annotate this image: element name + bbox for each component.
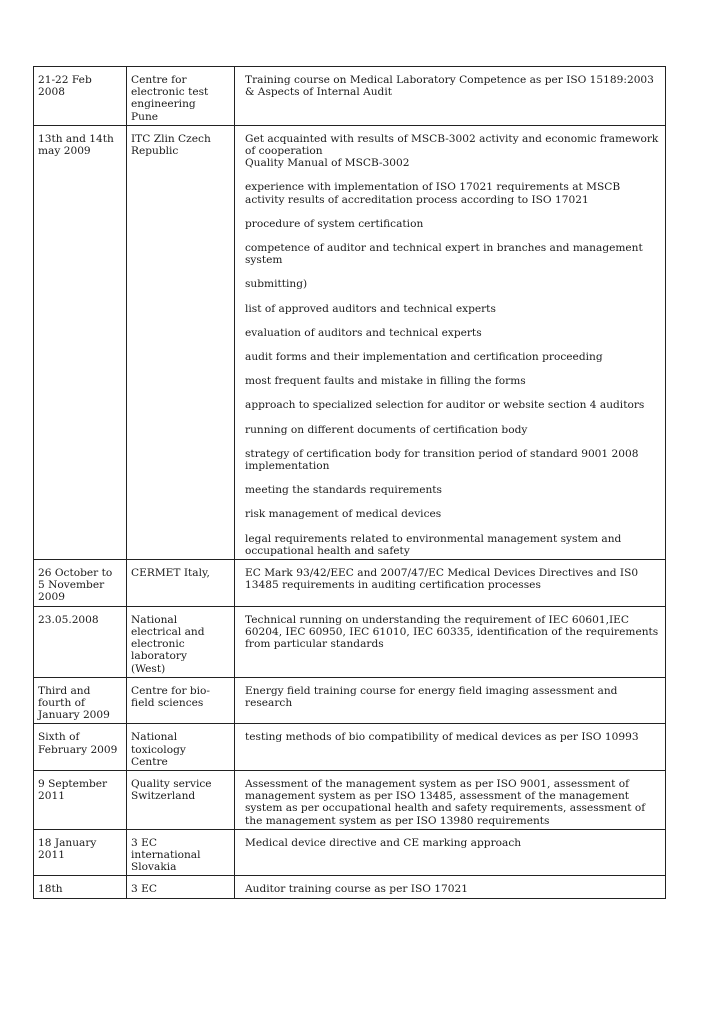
table-row (34, 560, 666, 607)
venue-text: Centre for bio- field sciences (131, 684, 211, 709)
date-cell (34, 829, 127, 876)
topic-cell (235, 724, 666, 771)
topic-item: evaluation of auditors and technical experts (245, 326, 482, 339)
topic-item: Training course on Medical Laboratory Competence as per ISO 15189:2003 & Aspects of Internal Audit (245, 74, 654, 99)
venue-text: Centre for electronic test engineering Pune (131, 74, 209, 123)
topic-item: EC Mark 93/42/EEC and 2007/47/EC Medical Devices Directives and IS0 13485 requirements in auditing certification processes (245, 567, 639, 592)
date-text: Third and fourth of January 2009 (38, 684, 110, 722)
table-row (34, 876, 666, 898)
venue-cell (127, 560, 235, 607)
date-text: 23.05.2008 (38, 613, 99, 626)
topic-item: testing methods of bio compatibility of medical devices as per ISO 10993 (245, 731, 639, 744)
venue-text: Quality service Switzerland (131, 777, 212, 803)
training-table (33, 66, 666, 899)
topic-cell (235, 677, 666, 724)
venue-text: 3 EC international Slovakia (131, 836, 201, 874)
table-body (34, 67, 666, 899)
venue-text: National electrical and electronic laboratory (West) (131, 613, 205, 675)
date-cell (34, 560, 127, 607)
date-text: 18 January 2011 (38, 836, 97, 861)
topic-cell (235, 770, 666, 829)
date-text: 26 October to 5 November 2009 (38, 567, 113, 604)
topic-item: risk management of medical devices (245, 508, 442, 521)
topic-item: meeting the standards requirements (245, 484, 442, 497)
venue-text: CERMET Italy, (131, 567, 210, 580)
topic-item: Medical device directive and CE marking approach (245, 836, 522, 849)
date-cell (34, 67, 127, 126)
venue-cell (127, 724, 235, 771)
date-cell (34, 724, 127, 771)
topic-cell (235, 606, 666, 677)
topic-item: most frequent faults and mistake in filling the forms (245, 375, 526, 388)
date-text: 18th (38, 883, 63, 896)
topic-item: submitting) (245, 278, 308, 291)
topic-item: audit forms and their implementation and certification proceeding (245, 351, 603, 364)
venue-text: ITC Zlin Czech Republic (131, 132, 211, 158)
date-cell (34, 770, 127, 829)
venue-cell (127, 67, 235, 126)
topic-item: competence of auditor and technical expert in branches and management system (245, 242, 643, 267)
table-row (34, 125, 666, 559)
date-cell (34, 125, 127, 559)
topic-item: procedure of system certification (245, 217, 424, 230)
venue-text: National toxicology Centre (131, 731, 186, 768)
topic-item: Energy field training course for energy field imaging assessment and research (245, 684, 618, 709)
topic-cell (235, 125, 666, 559)
date-text: 21-22 Feb 2008 (38, 74, 92, 99)
table-row (34, 829, 666, 876)
venue-cell (127, 829, 235, 876)
topic-item: Technical running on understanding the requirement of IEC 60601,IEC 60204, IEC 60950, IEC 61010, IEC 60335, identification of the requirements from particular standards (245, 613, 659, 651)
venue-text: 3 EC (131, 883, 157, 896)
topic-item: experience with implementation of ISO 17021 requirements at MSCB activity results of accreditation process according to ISO 17021 (245, 181, 621, 206)
table-row (34, 677, 666, 724)
topic-item: Assessment of the management system as per ISO 9001, assessment of management system as per ISO 13485, assessment of the management system as per occupational health and safety requirements, assessment of the management system as per ISO 13980 requirements (245, 777, 646, 827)
topic-cell (235, 876, 666, 898)
topic-item: legal requirements related to environmental management system and occupational health and safety (245, 532, 622, 557)
topic-item: approach to specialized selection for auditor or website section 4 auditors (245, 399, 645, 412)
venue-cell (127, 606, 235, 677)
topic-cell (235, 67, 666, 126)
topic-item: Get acquainted with results of MSCB-3002 activity and economic framework of cooperation Quality Manual of MSCB-3002 (245, 132, 659, 170)
venue-cell (127, 770, 235, 829)
date-text: 13th and 14th may 2009 (38, 132, 114, 158)
venue-cell (127, 125, 235, 559)
table-row (34, 67, 666, 126)
date-cell (34, 677, 127, 724)
date-cell (34, 876, 127, 898)
topic-item: Auditor training course as per ISO 17021 (245, 883, 468, 896)
venue-cell (127, 677, 235, 724)
table-row (34, 770, 666, 829)
topic-item: list of approved auditors and technical experts (245, 302, 496, 315)
topic-item: running on different documents of certification body (245, 423, 528, 436)
topic-cell (235, 560, 666, 607)
date-cell (34, 606, 127, 677)
date-text: 9 September 2011 (38, 777, 108, 803)
table-row (34, 724, 666, 771)
topic-cell (235, 829, 666, 876)
table-row (34, 606, 666, 677)
topic-item: strategy of certification body for transition period of standard 9001 2008 implementation (245, 447, 639, 473)
venue-cell (127, 876, 235, 898)
date-text: Sixth of February 2009 (38, 731, 118, 756)
